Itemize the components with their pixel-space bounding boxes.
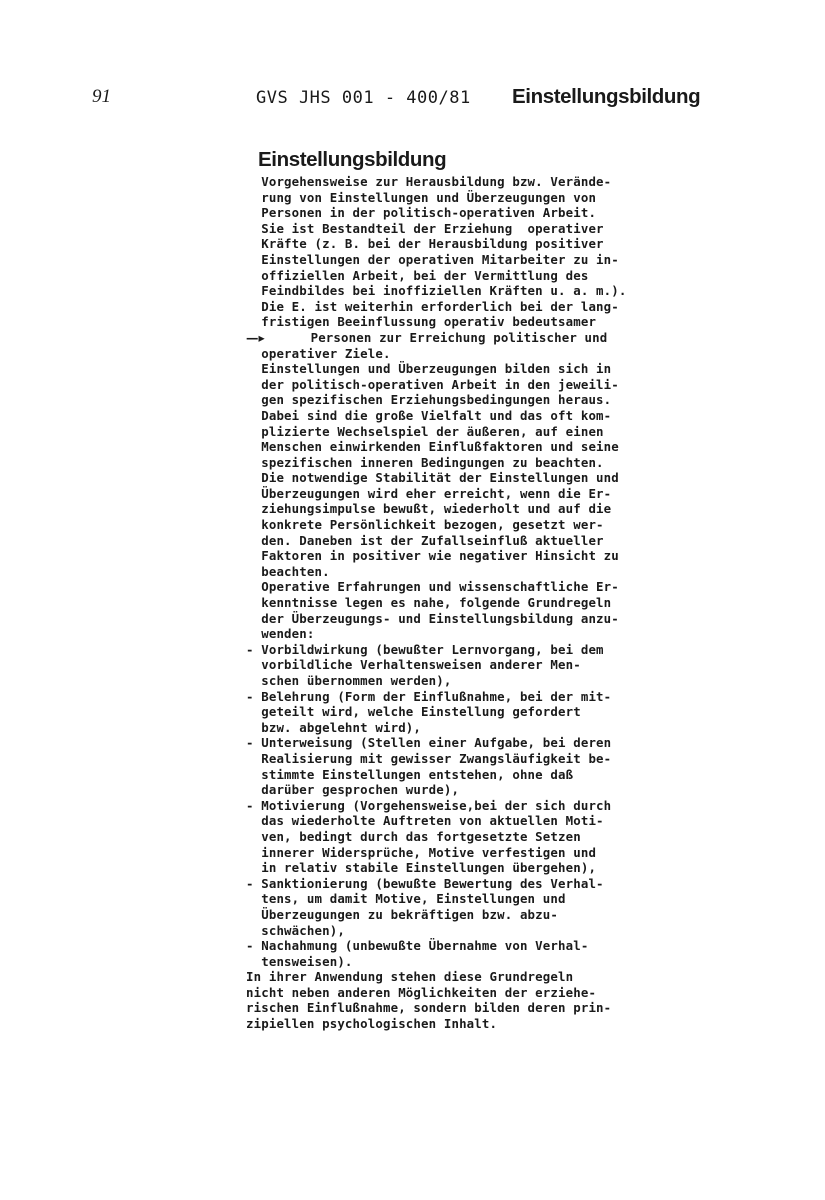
text-line: bzw. abgelehnt wird), xyxy=(246,719,422,735)
text-line: tensweisen). xyxy=(246,953,353,969)
text-line: in relativ stabile Einstellungen übergehen), xyxy=(246,860,597,876)
text-line: Menschen einwirkenden Einflußfaktoren und seine xyxy=(246,439,619,455)
text-line: fristigen Beeinflussung operativ bedeutsamer xyxy=(246,314,597,330)
text-line: rung von Einstellungen und Überzeugungen von xyxy=(246,189,597,205)
list-item-line: - Vorbildwirkung (bewußter Lernvorgang, bei dem xyxy=(246,641,604,657)
entry-title: Einstellungsbildung xyxy=(258,148,447,171)
text-line: tens, um damit Motive, Einstellungen und xyxy=(246,891,566,907)
text-line: Die notwendige Stabilität der Einstellungen und xyxy=(246,470,619,486)
text-line: Realisierung mit gewisser Zwangsläufigkeit be- xyxy=(246,750,612,766)
text-line: Sie ist Bestandteil der Erziehung operativer xyxy=(246,220,604,236)
text-line: Personen in der politisch-operativen Arbeit. xyxy=(246,205,597,221)
text-line: Feindbildes bei inoffiziellen Kräften u. a. m.). xyxy=(246,283,627,299)
text-line: Operative Erfahrungen und wissenschaftliche Er- xyxy=(246,579,619,595)
text-line: Einstellungen und Überzeugungen bilden sich in xyxy=(246,361,612,377)
text-line: geteilt wird, welche Einstellung gefordert xyxy=(246,704,581,720)
text-line: das wiederholte Auftreten von aktuellen Moti- xyxy=(246,813,604,829)
list-item-line: - Sanktionierung (bewußte Bewertung des Verhal- xyxy=(246,875,604,891)
text-line: rischen Einflußnahme, sondern bilden deren prin- xyxy=(246,1000,612,1016)
list-item-line: - Belehrung (Form der Einflußnahme, bei der mit- xyxy=(246,688,612,704)
text-line: Die E. ist weiterhin erforderlich bei der lang- xyxy=(246,298,619,314)
text-line: Personen zur Erreichung politischer und xyxy=(264,329,608,345)
text-line: operativer Ziele. xyxy=(246,345,391,361)
text-line: Vorgehensweise zur Herausbildung bzw. Verände- xyxy=(246,174,612,189)
text-line: Kräfte (z. B. bei der Herausbildung positiver xyxy=(246,236,604,252)
text-line: den. Daneben ist der Zufallseinfluß aktueller xyxy=(246,532,604,548)
text-line: gen spezifischen Erziehungsbedingungen heraus. xyxy=(246,392,612,408)
text-line: In ihrer Anwendung stehen diese Grundregeln xyxy=(246,969,574,985)
text-line: wenden: xyxy=(246,626,315,642)
list-item-line: - Nachahmung (unbewußte Übernahme von Verhal- xyxy=(246,938,589,954)
text-line: offiziellen Arbeit, bei der Vermittlung des xyxy=(246,267,589,283)
running-header-keyword: Einstellungsbildung xyxy=(512,85,701,108)
text-line: Überzeugungen wird eher erreicht, wenn die Er- xyxy=(246,485,612,501)
text-line: schen übernommen werden), xyxy=(246,673,452,688)
text-line: Faktoren in positiver wie negativer Hinsicht zu xyxy=(246,548,619,564)
text-line: stimmte Einstellungen entstehen, ohne daß xyxy=(246,766,574,782)
text-line: darüber gesprochen wurde), xyxy=(246,782,460,798)
text-line: kenntnisse legen es nahe, folgende Grundregeln xyxy=(246,595,612,611)
list-item-line: - Motivierung (Vorgehensweise,bei der sich durch xyxy=(246,797,612,813)
text-line: zipiellen psychologischen Inhalt. xyxy=(246,1016,498,1032)
text-line: Dabei sind die große Vielfalt und das oft kom- xyxy=(246,407,612,423)
text-line: beachten. xyxy=(246,563,330,579)
list-item-line: - Unterweisung (Stellen einer Aufgabe, bei deren xyxy=(246,735,612,751)
text-line: spezifischen inneren Bedingungen zu beachten. xyxy=(246,454,604,470)
document-reference: GVS JHS 001 - 400/81 xyxy=(256,88,471,108)
text-line: innerer Widersprüche, Motive verfestigen und xyxy=(246,844,597,860)
text-line: Einstellungen der operativen Mitarbeiter zu in- xyxy=(246,251,619,267)
text-line: Überzeugungen zu bekräftigen bzw. abzu- xyxy=(246,906,559,922)
text-line: der politisch-operativen Arbeit in den jeweili- xyxy=(246,376,619,392)
text-line: ven, bedingt durch das fortgesetzte Setzen xyxy=(246,828,581,844)
text-line: plizierte Wechselspiel der äußeren, auf einen xyxy=(246,423,604,439)
text-line: der Überzeugungs- und Einstellungsbildung anzu- xyxy=(246,610,619,626)
cross-reference-arrow-icon: —▸ xyxy=(246,329,265,345)
text-line: ziehungsimpulse bewußt, wiederholt und auf die xyxy=(246,501,612,517)
text-line: nicht neben anderen Möglichkeiten der erziehe- xyxy=(246,984,597,1000)
entry-body xyxy=(246,174,816,1032)
text-line: vorbildliche Verhaltensweisen anderer Men- xyxy=(246,657,581,673)
text-line: schwächen), xyxy=(246,922,345,938)
text-line: konkrete Persönlichkeit bezogen, gesetzt wer- xyxy=(246,517,604,533)
text-line-with-arrow xyxy=(246,330,816,346)
page-number: 91 xyxy=(92,86,111,107)
